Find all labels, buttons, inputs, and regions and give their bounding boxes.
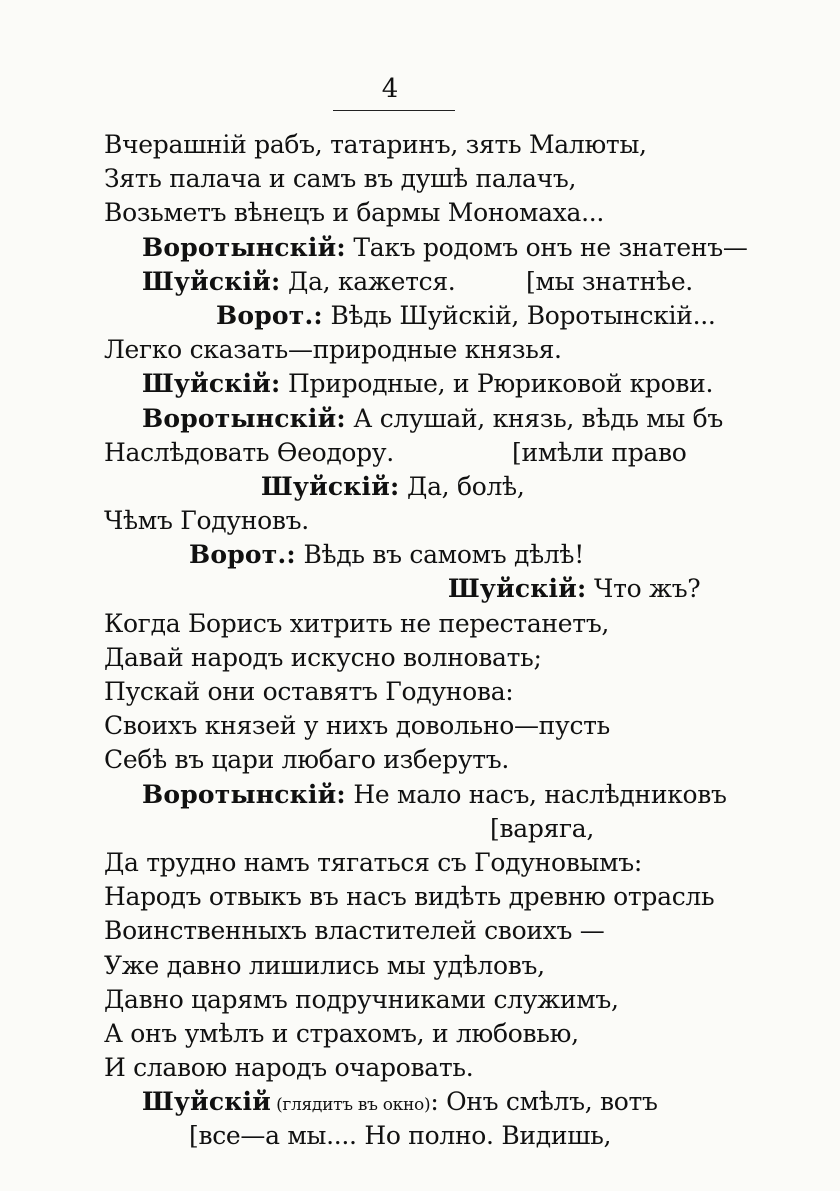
line-text: Зять палача и самъ въ душѣ палачъ, (104, 164, 577, 194)
verse-line (104, 196, 704, 230)
verse-line (104, 1119, 704, 1153)
line-text: И славою народъ очаровать. (104, 1053, 474, 1083)
line-text: Наслѣдовать Ѳеодору. (104, 437, 394, 467)
verse-line (104, 231, 748, 265)
speaker-name: Шуйскій: (261, 471, 400, 501)
line-text: Природные, и Рюриковой крови. (280, 369, 714, 399)
speaker-name: Воротынскій: (142, 232, 346, 262)
verse-line (104, 675, 704, 709)
verse-line (104, 402, 724, 436)
verse-line (104, 333, 704, 367)
verse-line (104, 949, 704, 983)
verse-line (104, 162, 704, 196)
line-text: А слушай, князь, вѣдь мы бъ (345, 403, 724, 433)
line-text: Своихъ князей у нихъ довольно—пусть (104, 711, 610, 741)
header-rule (333, 110, 455, 111)
verse-line (104, 607, 704, 641)
verse-line (104, 299, 716, 333)
line-text: Уже давно лишились мы удѣловъ, (104, 950, 545, 980)
speaker-name: Шуйскій: (142, 266, 281, 296)
line-text: Давно царямъ подручниками служимъ, (104, 984, 619, 1014)
verse-line (104, 436, 704, 470)
line-text: Да, болѣ, (399, 471, 525, 501)
stage-direction: (глядитъ въ окно) (270, 1095, 431, 1116)
verse-line (104, 1085, 704, 1119)
speaker-name: Воротынскій: (142, 779, 346, 809)
verse-line (104, 778, 727, 812)
line-text: Пускай они оставятъ Годунова: (104, 677, 514, 706)
verse-line (104, 572, 704, 606)
line-text: А онъ умѣлъ и страхомъ, и любовью, (104, 1018, 579, 1048)
line-text: Вчерашній рабъ, татаринъ, зять Малюты, (104, 130, 647, 159)
line-text: Вѣдь въ самомъ дѣлѣ! (295, 540, 584, 570)
line-text: Себѣ въ цари любаго изберутъ. (104, 745, 510, 775)
speaker-name: Шуйскій: (448, 574, 587, 604)
line-text: : Онъ смѣлъ, вотъ (430, 1087, 658, 1117)
line-text: Давай народъ искусно волновать; (104, 642, 542, 672)
speaker-name: Ворот.: (216, 300, 323, 330)
verse-line (104, 846, 704, 880)
line-text: Народъ отвыкъ въ насъ видѣть древню отрасль (104, 882, 715, 912)
line-text: Да трудно намъ тягаться съ Годуновымъ: (104, 847, 643, 877)
verse-line (104, 367, 714, 401)
line-text: Да, кажется. (280, 266, 456, 296)
line-text: Что жъ? (586, 574, 701, 604)
verse-line (104, 470, 704, 504)
verse-line (104, 128, 704, 162)
verse-line (104, 914, 704, 948)
speaker-name: Воротынскій: (142, 403, 346, 433)
line-text: Такъ родомъ онъ не знатенъ— (345, 232, 748, 262)
line-text: Воинственныхъ властителей своихъ — (104, 916, 605, 946)
speaker-name: Шуйскій: (142, 369, 281, 399)
verse-line (104, 812, 704, 846)
line-text: Возьметъ вѣнецъ и бармы Мономаха... (104, 198, 605, 228)
line-text: Легко сказать—природные князья. (104, 335, 562, 365)
verse-line (104, 983, 704, 1017)
verse-text (104, 128, 748, 1154)
speaker-name: Шуйскій (142, 1087, 271, 1117)
line-text: [варяга, (490, 813, 595, 843)
verse-line (104, 1017, 704, 1051)
verse-line (104, 880, 715, 914)
verse-line (104, 1051, 704, 1085)
run-over-text: [мы знатнѣе. (526, 266, 693, 296)
verse-line (104, 743, 704, 777)
verse-line (104, 538, 704, 572)
verse-line (104, 641, 704, 675)
line-text: Чѣмъ Годуновъ. (104, 506, 309, 536)
verse-line (104, 709, 704, 743)
page-number: 4 (381, 74, 399, 104)
line-text: Когда Борисъ хитрить не перестанетъ, (104, 608, 610, 638)
line-text: Вѣдь Шуйскій, Воротынскій... (322, 300, 716, 330)
verse-line (104, 265, 704, 299)
line-text: Не мало насъ, наслѣдниковъ (345, 779, 727, 809)
line-text: [все—а мы.... Но полно. Видишь, (189, 1121, 612, 1151)
speaker-name: Ворот.: (189, 540, 296, 570)
verse-line (104, 504, 704, 538)
run-over-text: [имѣли право (512, 437, 687, 467)
